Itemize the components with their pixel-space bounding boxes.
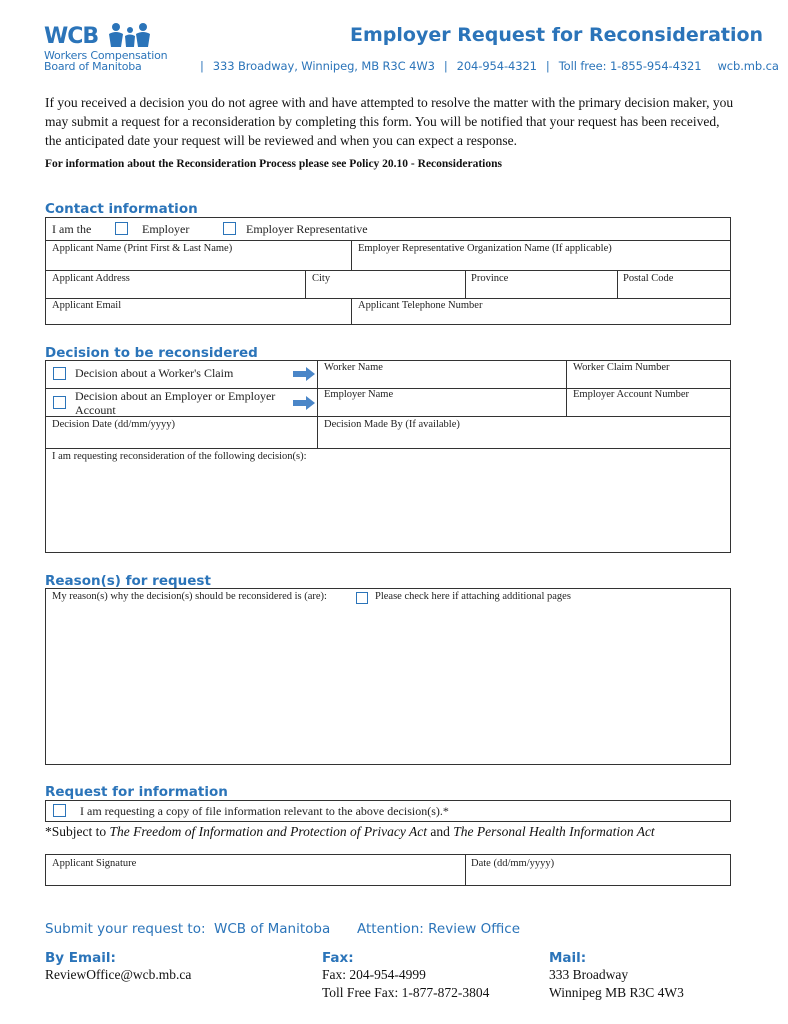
employer-name-field[interactable]: Employer Name	[324, 389, 394, 400]
workers-claim-checkbox[interactable]	[53, 367, 66, 380]
toll-free-text: Toll free: 1-855-954-4321	[558, 59, 702, 73]
signature-field[interactable]: Applicant Signature	[52, 858, 137, 869]
page-title: Employer Request for Reconsideration	[350, 24, 764, 46]
applicant-email-field[interactable]: Applicant Email	[52, 300, 122, 311]
employer-label: Employer	[142, 222, 190, 236]
submit-attention: Attention: Review Office	[357, 921, 521, 937]
employer-checkbox[interactable]	[115, 222, 128, 235]
arrow-right-icon	[293, 396, 315, 410]
copy-request-checkbox[interactable]	[53, 804, 66, 817]
rep-org-field[interactable]: Employer Representative Organization Name (If applicable)	[358, 243, 612, 254]
province-field[interactable]: Province	[471, 273, 509, 284]
review-email-link[interactable]: ReviewOffice@wcb.mb.ca	[45, 967, 192, 982]
employer-account-number-field[interactable]: Employer Account Number	[573, 389, 690, 400]
worker-claim-number-field[interactable]: Worker Claim Number	[573, 362, 670, 373]
attach-pages-label: Please check here if attaching additional pages	[375, 591, 571, 602]
toll-free-fax: Toll Free Fax: 1-877-872-3804	[322, 985, 490, 1000]
copy-request-label: I am requesting a copy of file information relevant to the above decision(s).*	[80, 804, 449, 818]
worker-name-field[interactable]: Worker Name	[324, 362, 383, 373]
fax-heading: Fax:	[322, 950, 354, 966]
applicant-phone-field[interactable]: Applicant Telephone Number	[358, 300, 483, 311]
signature-date-field[interactable]: Date (dd/mm/yyyy)	[471, 858, 555, 869]
submit-label: Submit your request to:	[45, 921, 206, 937]
intro-paragraph: If you received a decision you do not agree with and have attempted to resolve the matter with the primary decision maker, you may submit a request for a reconsideration by completing this form. You will be notified that your request has been received, the anticipated date your request will be reviewed and when you can expect a response.	[45, 95, 734, 148]
subject-and: and	[426, 824, 454, 839]
decision-date-field[interactable]: Decision Date (dd/mm/yyyy)	[52, 419, 176, 430]
decision-made-by-field[interactable]: Decision Made By (If available)	[324, 419, 460, 430]
separator: |	[443, 59, 448, 73]
employer-account-label-2: Account	[75, 403, 116, 417]
city-field[interactable]: City	[312, 273, 331, 284]
website-link[interactable]: wcb.mb.ca	[717, 59, 779, 73]
address-text: 333 Broadway, Winnipeg, MB R3C 4W3	[212, 59, 435, 73]
wcb-logo-mark: WCB	[44, 24, 99, 49]
email-heading: By Email:	[45, 950, 116, 966]
following-decisions-field[interactable]: I am requesting reconsideration of the following decision(s):	[52, 451, 307, 462]
applicant-name-field[interactable]: Applicant Name (Print First & Last Name)	[52, 243, 233, 254]
subject-note	[45, 824, 655, 840]
foipp-act: The Freedom of Information and Protection of Privacy Act	[109, 824, 427, 839]
employer-account-checkbox[interactable]	[53, 396, 66, 409]
decision-heading: Decision to be reconsidered	[45, 345, 258, 361]
employer-rep-checkbox[interactable]	[223, 222, 236, 235]
signature-table	[45, 854, 731, 886]
arrow-right-icon	[293, 367, 315, 381]
postal-code-field[interactable]: Postal Code	[623, 273, 674, 284]
wcb-logo	[44, 22, 179, 72]
applicant-address-field[interactable]: Applicant Address	[52, 273, 130, 284]
submit-org: WCB of Manitoba	[214, 921, 331, 937]
employer-account-label-1: Decision about an Employer or Employer	[75, 389, 276, 403]
separator: |	[545, 59, 550, 73]
i-am-the-label: I am the	[52, 222, 92, 236]
mail-heading: Mail:	[549, 950, 587, 966]
reasons-textarea[interactable]	[45, 588, 731, 765]
wcb-logo-line2: Board of Manitoba	[44, 60, 142, 73]
reasons-prompt: My reason(s) why the decision(s) should be reconsidered is (are):	[52, 591, 327, 602]
policy-note: For information about the Reconsideration Process please see Policy 20.10 - Reconsiderations	[45, 158, 502, 170]
contact-line	[200, 59, 788, 73]
mail-line-2: Winnipeg MB R3C 4W3	[549, 985, 684, 1000]
reasons-heading: Reason(s) for request	[45, 573, 211, 589]
contact-heading: Contact information	[45, 201, 198, 217]
attach-pages-checkbox[interactable]	[356, 592, 368, 604]
subject-prefix: *Subject to	[45, 824, 110, 839]
phone-text: 204-954-4321	[456, 59, 537, 73]
workers-claim-label: Decision about a Worker's Claim	[75, 366, 234, 380]
mail-line-1: 333 Broadway	[549, 967, 629, 982]
fax-number: Fax: 204-954-4999	[322, 967, 426, 982]
separator: |	[200, 59, 204, 73]
wcb-logo-line1: Workers Compensation	[44, 49, 168, 62]
employer-rep-label: Employer Representative	[246, 222, 368, 236]
phia-act: The Personal Health Information Act	[453, 824, 655, 839]
family-figures-icon	[106, 22, 174, 48]
info-heading: Request for information	[45, 784, 228, 800]
